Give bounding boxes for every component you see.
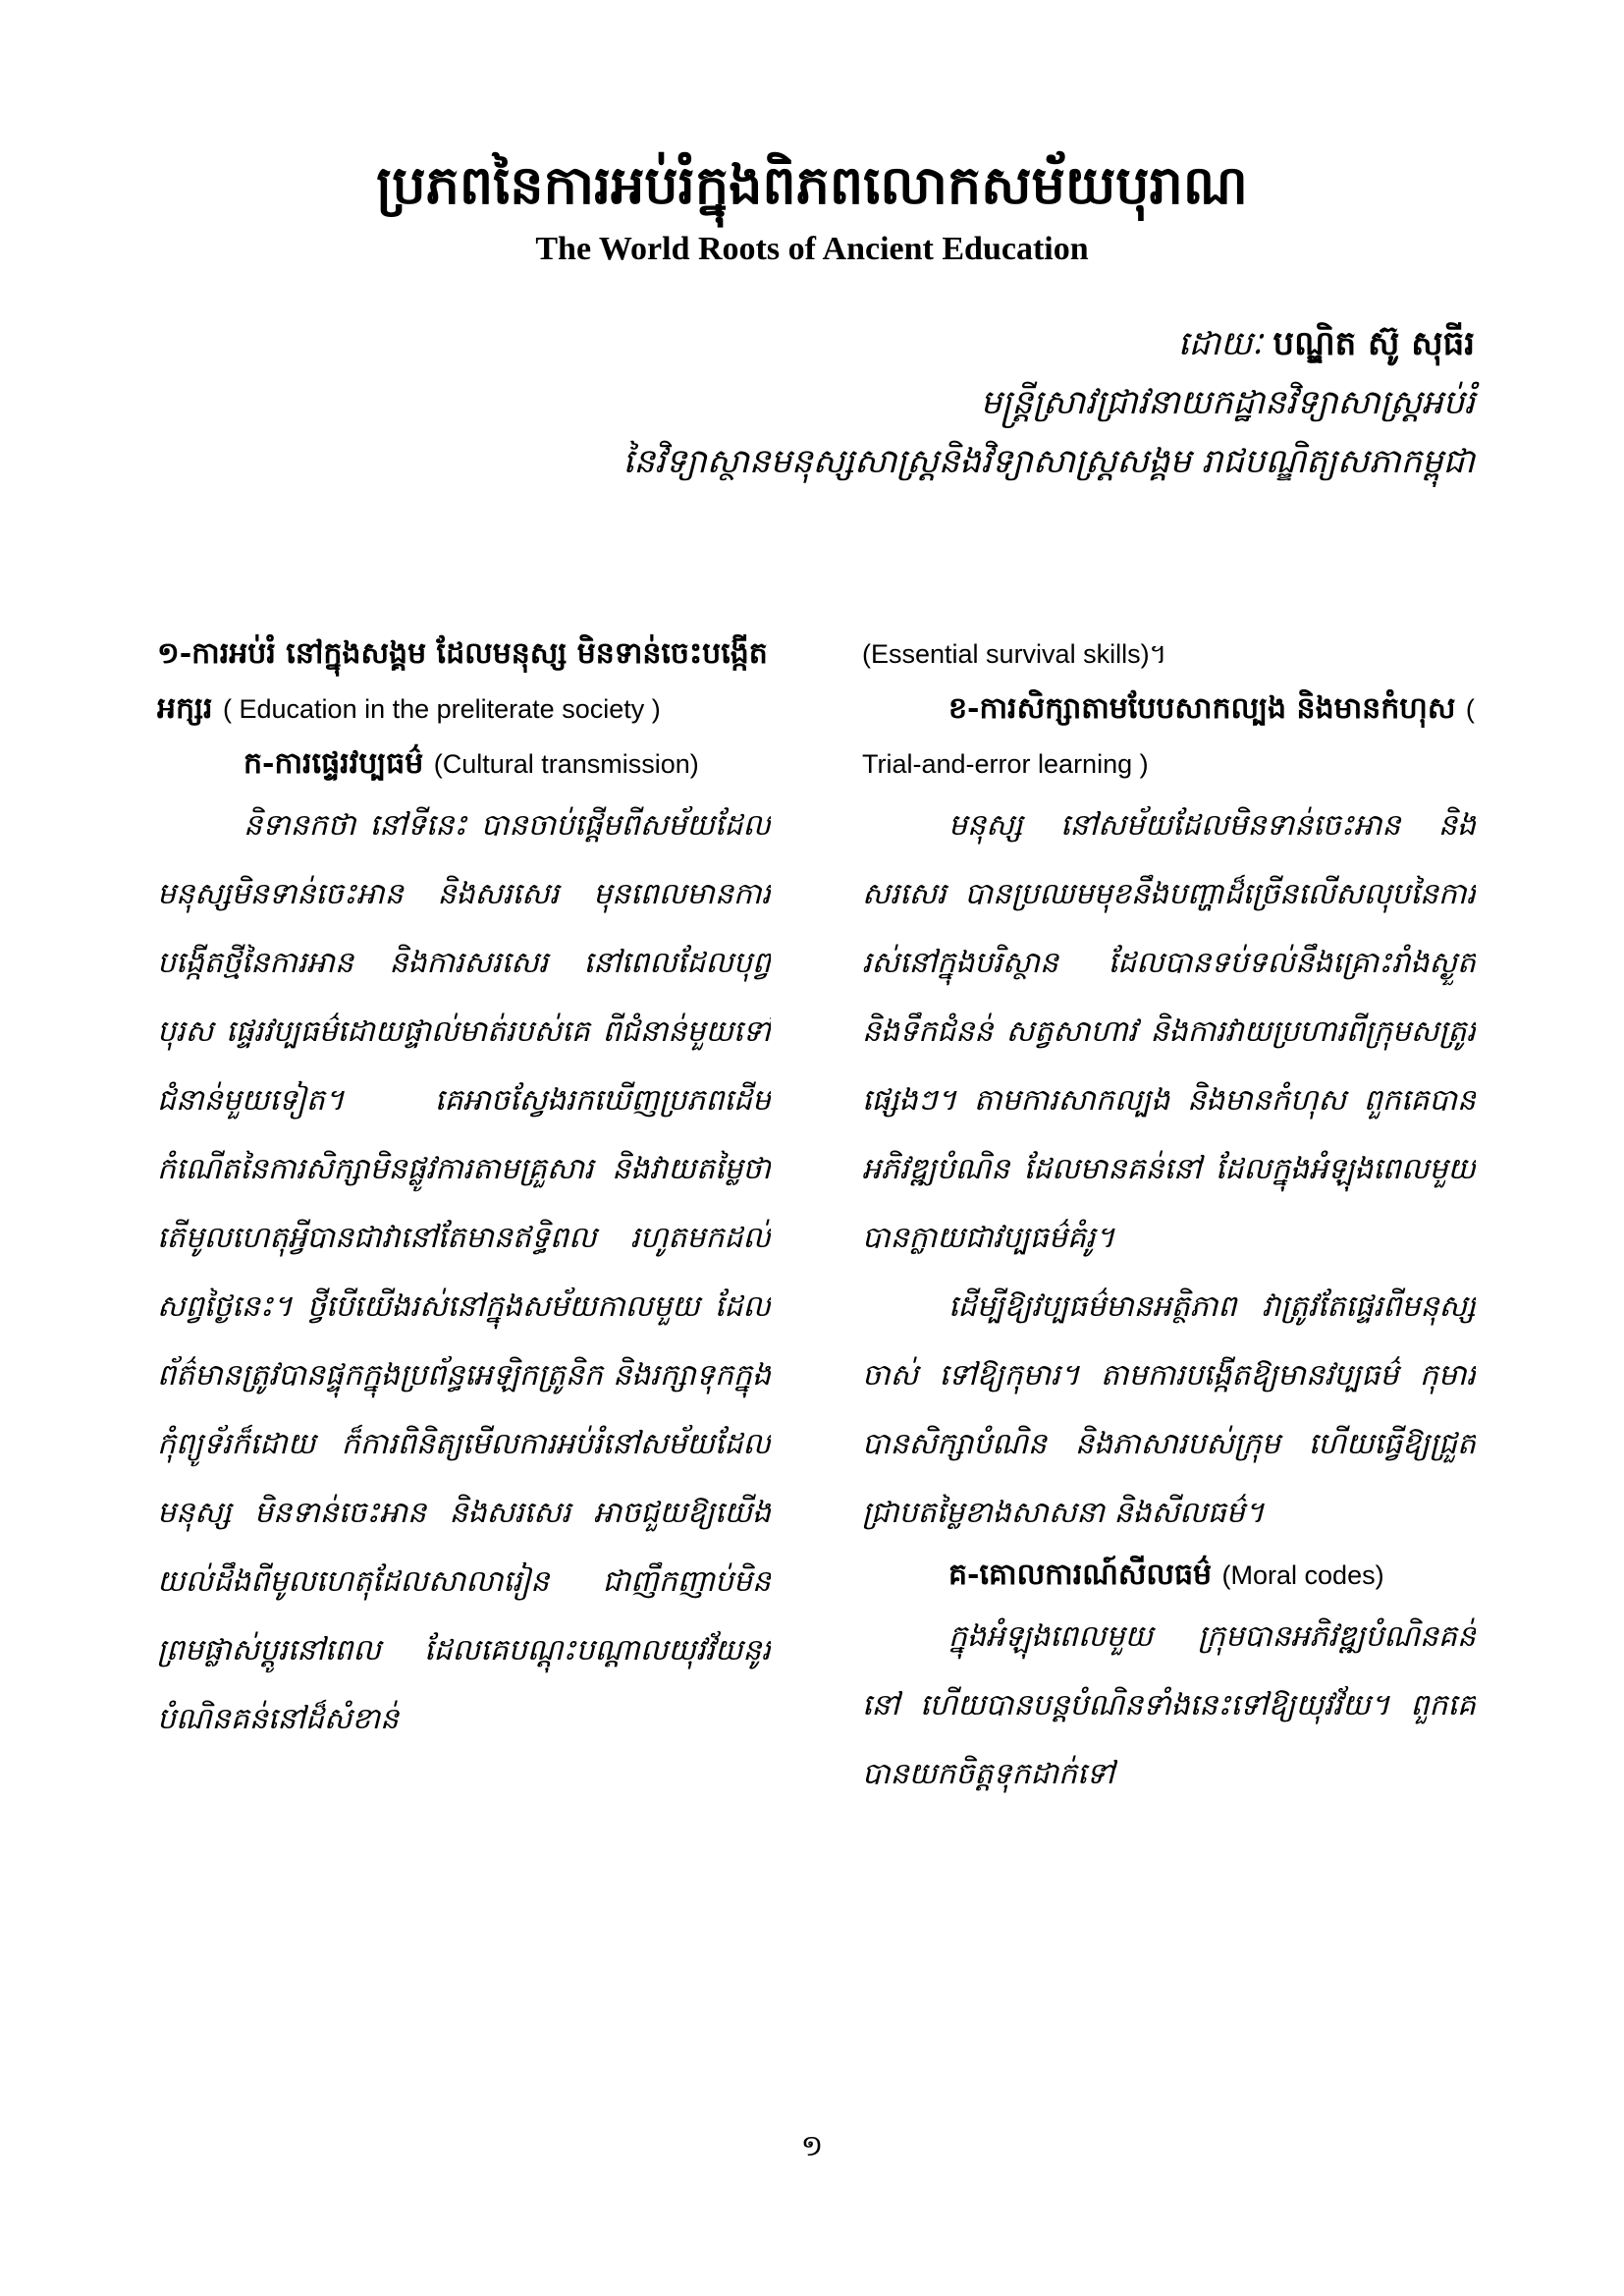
continuation-text: (Essential survival skills)។ [862, 639, 1167, 669]
section1-heading-khmer: ១-ការអប់រំ នៅក្នុងសង្គម ដែលមនុស្ស មិនទាន់ចេះបង្កើតអក្សរ [157, 636, 768, 726]
title-english: The World Roots of Ancient Education [535, 231, 1089, 267]
page-number: ១ [800, 2129, 824, 2163]
author-block [198, 314, 1475, 491]
sub-b-heading-khmer: ខ-ការសិក្សាតាមបែបសាកល្បង និងមានកំហុស [948, 691, 1456, 726]
section1-heading-english: ( Education in the preliterate society ) [223, 694, 661, 724]
sub-b-heading-english: ( Trial-and-error learning ) [862, 694, 1475, 779]
author-institution: នៃវិទ្យាស្ថានមនុស្សសាស្ត្រនិងវិទ្យាសាស្ត្រសង្គម រាជបណ្ឌិត្យសភាកម្ពុជា [623, 442, 1475, 481]
right-column [862, 627, 1476, 2100]
sub-c-heading-khmer: គ-គោលការណ៍សីលធម៌ [948, 1558, 1213, 1592]
paragraph-2: មនុស្ស នៅសម័យដែលមិនទាន់ចេះអាន និងសរសេរ បានប្រឈមមុខនឹងបញ្ហាដ៏ច្រើនលើសលុបនៃការរស់នៅក្នុងបរិស្ថាន ដែលបានទប់ទល់នឹងគ្រោះរាំងស្ងួត និងទឹកជំនន់ សត្វសាហាវ និងការវាយប្រហារពីក្រុមសត្រូវផ្សេងៗ។ តាមការសាកល្បង និងមានកំហុស ពួកគេបានអភិវឌ្ឍបំណិន ដែលមានគន់នៅ ដែលក្នុងអំឡុងពេលមួយ បានក្លាយជាវប្បធម៌គំរូ។ [862, 808, 1476, 1255]
sub-a-heading-english: (Cultural transmission) [433, 749, 699, 779]
paragraph-4: ក្នុងអំឡុងពេលមួយ ក្រុមបានអភិវឌ្ឍបំណិនគន់នៅ ហើយបានបន្តបំណិនទាំងនេះទៅឱ្យយុវវ័យ។ ពួកគេបានយកចិត្តទុកដាក់ទៅ [862, 1619, 1476, 1791]
author-name: បណ្ឌិត ស៊ូ សុធីរ [1272, 324, 1475, 363]
sub-a-heading-khmer: ក-ការផ្ទេរវប្បធម៌ [244, 746, 424, 781]
title-block [0, 145, 1624, 273]
author-byline [198, 314, 1475, 373]
paragraph-1: និទានកថា នៅទីនេះ បានចាប់ផ្ដើមពីសម័យដែលមនុស្សមិនទាន់ចេះអាន និងសរសេរ មុនពេលមានការបង្កើតថ្មីនៃការអាន និងការសរសេរ នៅពេលដែលបុព្វបុរស ផ្ទេរវប្បធម៌ដោយផ្ទាល់មាត់របស់គេ ពីជំនាន់មួយទៅជំនាន់មួយទៀត។ គេអាចស្វែងរកឃើញប្រភពដើមកំណើតនៃការសិក្សាមិនផ្លូវការតាមគ្រួសារ និងវាយតម្លៃថា តើមូលហេតុអ្វីបានជាវានៅតែមានឥទ្ធិពល រហូតមកដល់សព្វថ្ងៃនេះ។ ថ្វីបើយើងរស់នៅក្នុងសម័យកាលមួយ ដែលព័ត៌មានត្រូវបានផ្ទុកក្នុងប្រព័ន្ធអេឡិកត្រូនិក និងរក្សាទុកក្នុងកុំព្យូទ័រក៏ដោយ ក៏ការពិនិត្យមើលការអប់រំនៅសម័យដែលមនុស្ស មិនទាន់ចេះអាន និងសរសេរ អាចជួយឱ្យយើងយល់ដឹងពីមូលហេតុដែលសាលារៀន ជាញឹកញាប់មិនព្រមផ្លាស់ប្ដូរនៅពេល ដែលគេបណ្ដុះបណ្ដាលយុវវ័យនូវបំណិនគន់នៅដ៏សំខាន់ [157, 808, 771, 1736]
sub-a-heading [157, 737, 771, 792]
sub-b-heading [862, 682, 1476, 792]
author-by-label: ដោយៈ [1177, 324, 1263, 363]
left-column [157, 627, 771, 2100]
section1-heading [157, 627, 771, 737]
paragraph-3: ដើម្បីឱ្យវប្បធម៌មានអត្ថិភាព វាត្រូវតែផ្ទេរពីមនុស្សចាស់ ទៅឱ្យកុមារ។ តាមការបង្កើតឱ្យមានវប្បធម៌ កុមារ បានសិក្សាបំណិន និងភាសារបស់ក្រុម ហើយធ្វើឱ្យជ្រួតជ្រាបតម្លៃខាងសាសនា និងសីលធម៌។ [862, 1289, 1476, 1530]
author-position: មន្ត្រីស្រាវជ្រាវនាយកដ្ឋានវិទ្យាសាស្ត្រអប់រំ [980, 383, 1475, 422]
sub-c-heading [862, 1548, 1476, 1603]
sub-c-heading-english: (Moral codes) [1221, 1560, 1384, 1590]
title-khmer: ប្រភពនៃការអប់រំក្នុងពិភពលោកសម័យបុរាណ [376, 153, 1248, 216]
